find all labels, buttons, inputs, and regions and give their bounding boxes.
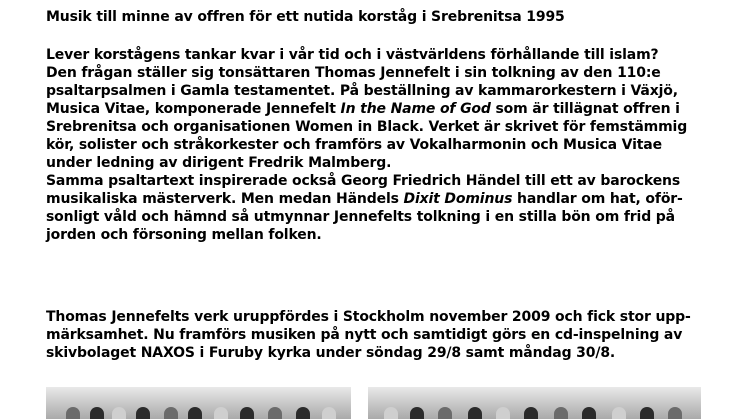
person-figure <box>240 407 254 419</box>
text-line: under ledning av dirigent Fredrik Malmberg. <box>46 155 392 171</box>
person-figure <box>582 407 596 419</box>
text-line: Lever korstågens tankar kvar i vår tid och i västvärldens förhållande till islam? <box>46 47 659 63</box>
person-figure <box>90 407 104 419</box>
group-photo-right <box>368 387 701 419</box>
text-run: musikaliska mästerverk. Men medan Händels <box>46 191 404 207</box>
text-line: märksamhet. Nu framförs musiken på nytt och samtidigt görs en cd-inspelning av <box>46 327 683 343</box>
text-line: kör, solister och stråkorkester och framförs av Vokalharmonin och Musica Vitae <box>46 137 662 153</box>
person-figure <box>410 407 424 419</box>
person-figure <box>164 407 178 419</box>
person-figure <box>554 407 568 419</box>
text-line: skivbolaget NAXOS i Furuby kyrka under söndag 29/8 samt måndag 30/8. <box>46 345 616 361</box>
person-figure <box>268 407 282 419</box>
text-line: sonligt våld och hämnd så utmynnar Jennefelts tolkning i en stilla bön om frid på <box>46 209 675 225</box>
work-title-in-the-name-of-god: In the Name of God <box>340 101 491 117</box>
person-figure <box>296 407 310 419</box>
person-figure <box>668 407 682 419</box>
person-figure <box>496 407 510 419</box>
text-run: som är tillägnat offren i <box>490 101 680 117</box>
text-line: Thomas Jennefelts verk uruppfördes i Stockholm november 2009 och fick stor upp- <box>46 309 691 325</box>
text-line <box>46 190 683 208</box>
person-figure <box>214 407 228 419</box>
text-line: Srebrenitsa och organisationen Women in Black. Verket är skrivet för femstämmig <box>46 119 688 135</box>
text-line: Samma psaltartext inspirerade också Georg Friedrich Händel till ett av barockens <box>46 173 681 189</box>
text-run: Musica Vitae, komponerade Jennefelt <box>46 101 341 117</box>
person-figure <box>640 407 654 419</box>
text-line: psaltarpsalmen i Gamla testamentet. På beställning av kammarorkestern i Växjö, <box>46 83 678 99</box>
person-figure <box>322 407 336 419</box>
person-figure <box>188 407 202 419</box>
person-figure <box>136 407 150 419</box>
person-figure <box>66 407 80 419</box>
person-figure <box>384 407 398 419</box>
group-photo-left <box>46 387 351 419</box>
text-line: Den frågan ställer sig tonsättaren Thomas Jennefelt i sin tolkning av den 110:e <box>46 65 661 81</box>
text-line: jorden och försoning mellan folken. <box>46 227 322 243</box>
person-figure <box>438 407 452 419</box>
text-line <box>46 100 680 118</box>
person-figure <box>112 407 126 419</box>
work-title-dixit-dominus: Dixit Dominus <box>403 191 513 207</box>
person-figure <box>524 407 538 419</box>
document-title: Musik till minne av offren för ett nutida korståg i Srebrenitsa 1995 <box>46 9 565 25</box>
person-figure <box>468 407 482 419</box>
person-figure <box>612 407 626 419</box>
text-run: handlar om hat, oför- <box>512 191 683 207</box>
